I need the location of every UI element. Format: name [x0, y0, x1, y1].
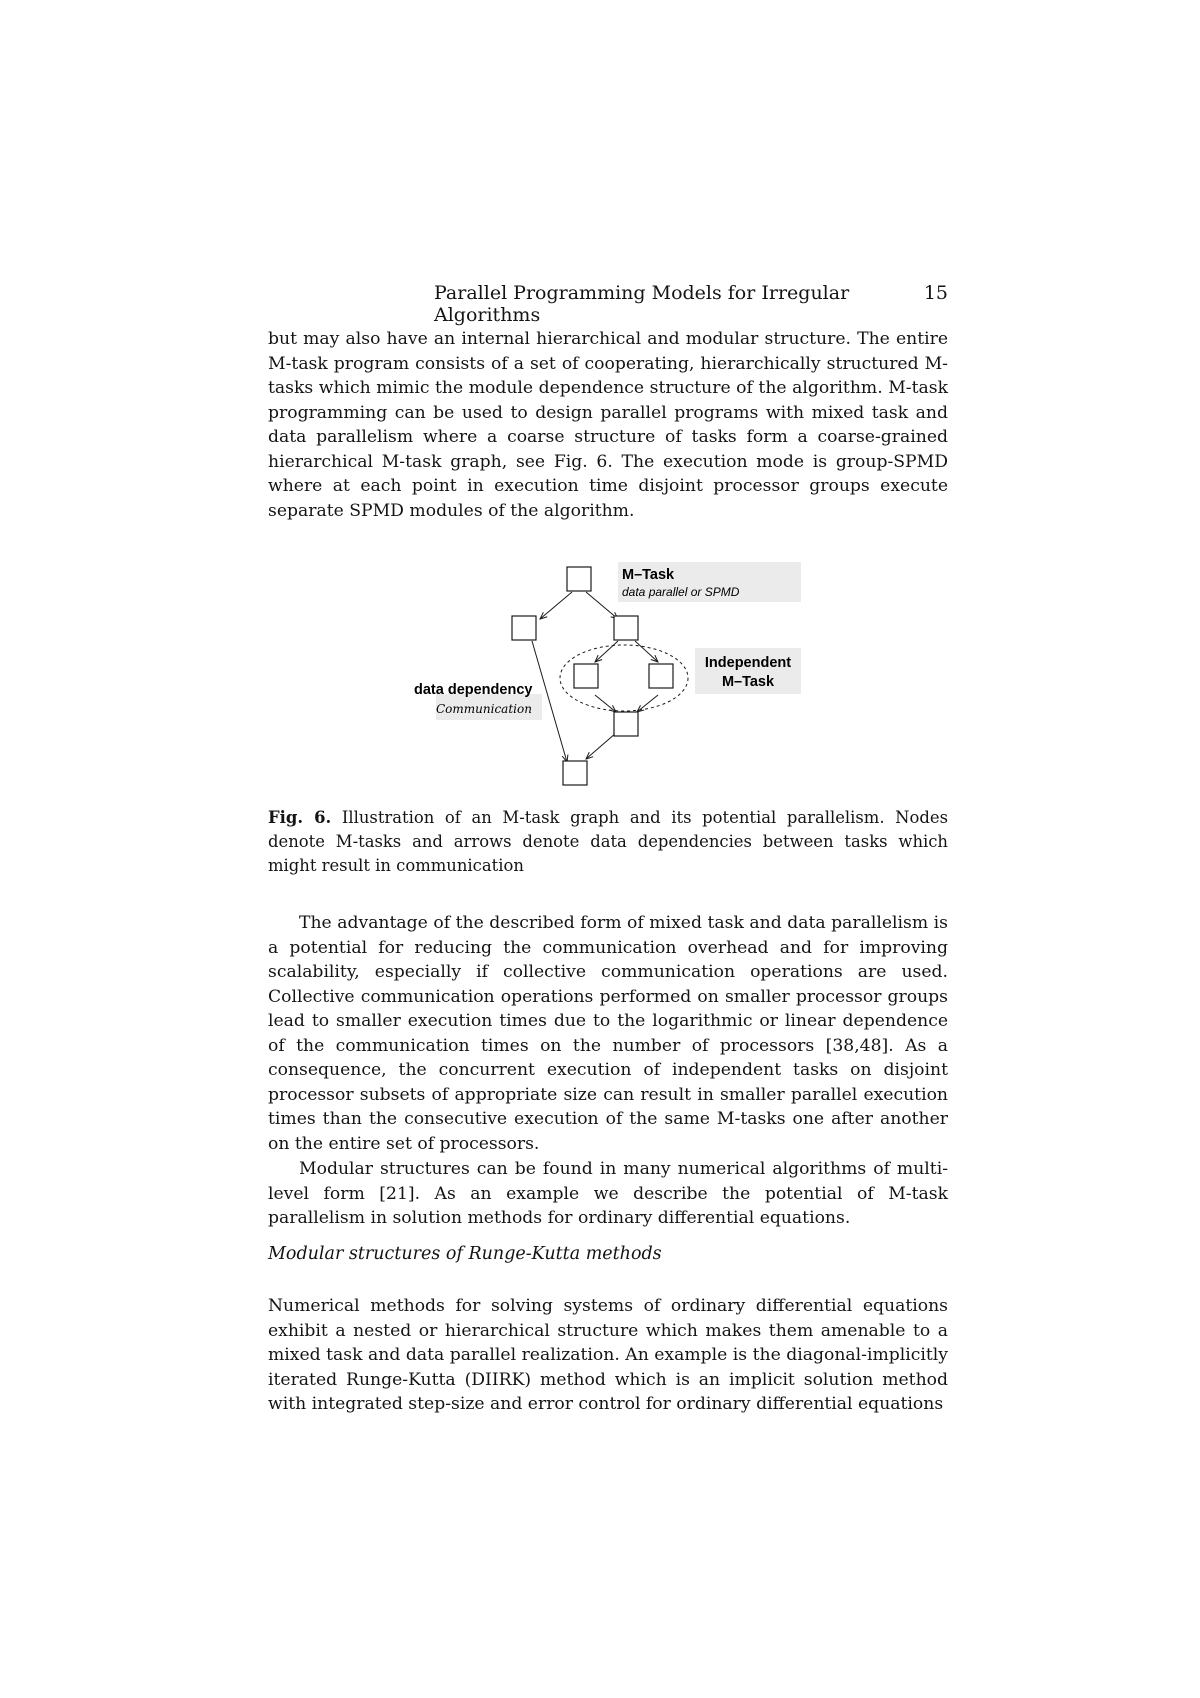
- mtask-graph-figure: [400, 555, 820, 795]
- node-top: [567, 567, 591, 591]
- mtask-label: M–Task: [622, 567, 675, 583]
- independent-label-line1: Independent: [704, 655, 792, 671]
- edge-join-bottom: [586, 733, 616, 759]
- paragraph-numerical: Numerical methods for solving systems of ordinary differential equations exhibit a nested or hierarchical structure which makes them amenable to a mixed task and data parallel realization. An example is the diagonal-implicitly iterated Runge-Kutta (DIIRK) method which is an implicit solution method with integrated step-size and error control for ordinary differential equations: [268, 1296, 948, 1414]
- paragraph-intro: but may also have an internal hierarchical and modular structure. The entire M-task program consists of a set of cooperating, hierarchically structured M-tasks which mimic the module dependence structure of the algorithm. M-task programming can be used to design parallel programs with mixed task and data parallelism where a coarse structure of tasks form a coarse-grained hierarchical M-task graph, see Fig. 6. The execution mode is group-SPMD where at each point in execution time disjoint processor groups execute separate SPMD modules of the algorithm.: [268, 329, 948, 521]
- communication-label: Communication: [436, 702, 532, 716]
- dependency-label: data dependency: [414, 682, 533, 698]
- node-inner-right: [649, 664, 673, 688]
- mtask-graph-svg: [400, 555, 820, 795]
- edge-right-innerleft: [595, 641, 618, 662]
- page-number: 15: [923, 282, 948, 304]
- section-heading: Modular structures of Runge-Kutta methods: [268, 1244, 662, 1264]
- node-join: [614, 712, 638, 736]
- edge-top-right: [586, 592, 618, 619]
- running-title: Parallel Programming Models for Irregular Algorithms: [434, 282, 850, 326]
- caption-text: Illustration of an M-task graph and its potential parallelism. Nodes denote M-tasks and arrows denote data dependencies between tasks which might result in communication: [268, 808, 948, 875]
- edge-right-innerright: [635, 641, 658, 662]
- figure-caption: [268, 806, 948, 878]
- paragraph-advantage: The advantage of the described form of mixed task and data parallelism is a potential for reducing the communication overhead and for improving scalability, especially if collective communication operations are used. Collective communication operations performed on smaller processor groups lead to smaller execution times due to the logarithmic or linear dependence of the communication times on the number of processors [38,48]. As a consequence, the concurrent execution of independent tasks on disjoint processor subsets of appropriate size can result in smaller parallel execution times than the consecutive execution of the same M-tasks one after another on the entire set of processors.: [268, 913, 948, 1154]
- node-bottom: [563, 761, 587, 785]
- node-right: [614, 616, 638, 640]
- caption-label: Fig. 6.: [268, 808, 332, 827]
- paragraph-modular: Modular structures can be found in many numerical algorithms of multi-level form [21]. As an example we describe the potential of M-task parallelism in solution methods for ordinary differential equations.: [268, 1159, 948, 1228]
- node-inner-left: [574, 664, 598, 688]
- node-left: [512, 616, 536, 640]
- edge-innerright-join: [637, 695, 658, 712]
- mtask-sublabel: data parallel or SPMD: [622, 585, 740, 599]
- running-header: [268, 282, 948, 326]
- edge-top-left: [540, 592, 572, 619]
- independent-label-line2: M–Task: [721, 674, 775, 690]
